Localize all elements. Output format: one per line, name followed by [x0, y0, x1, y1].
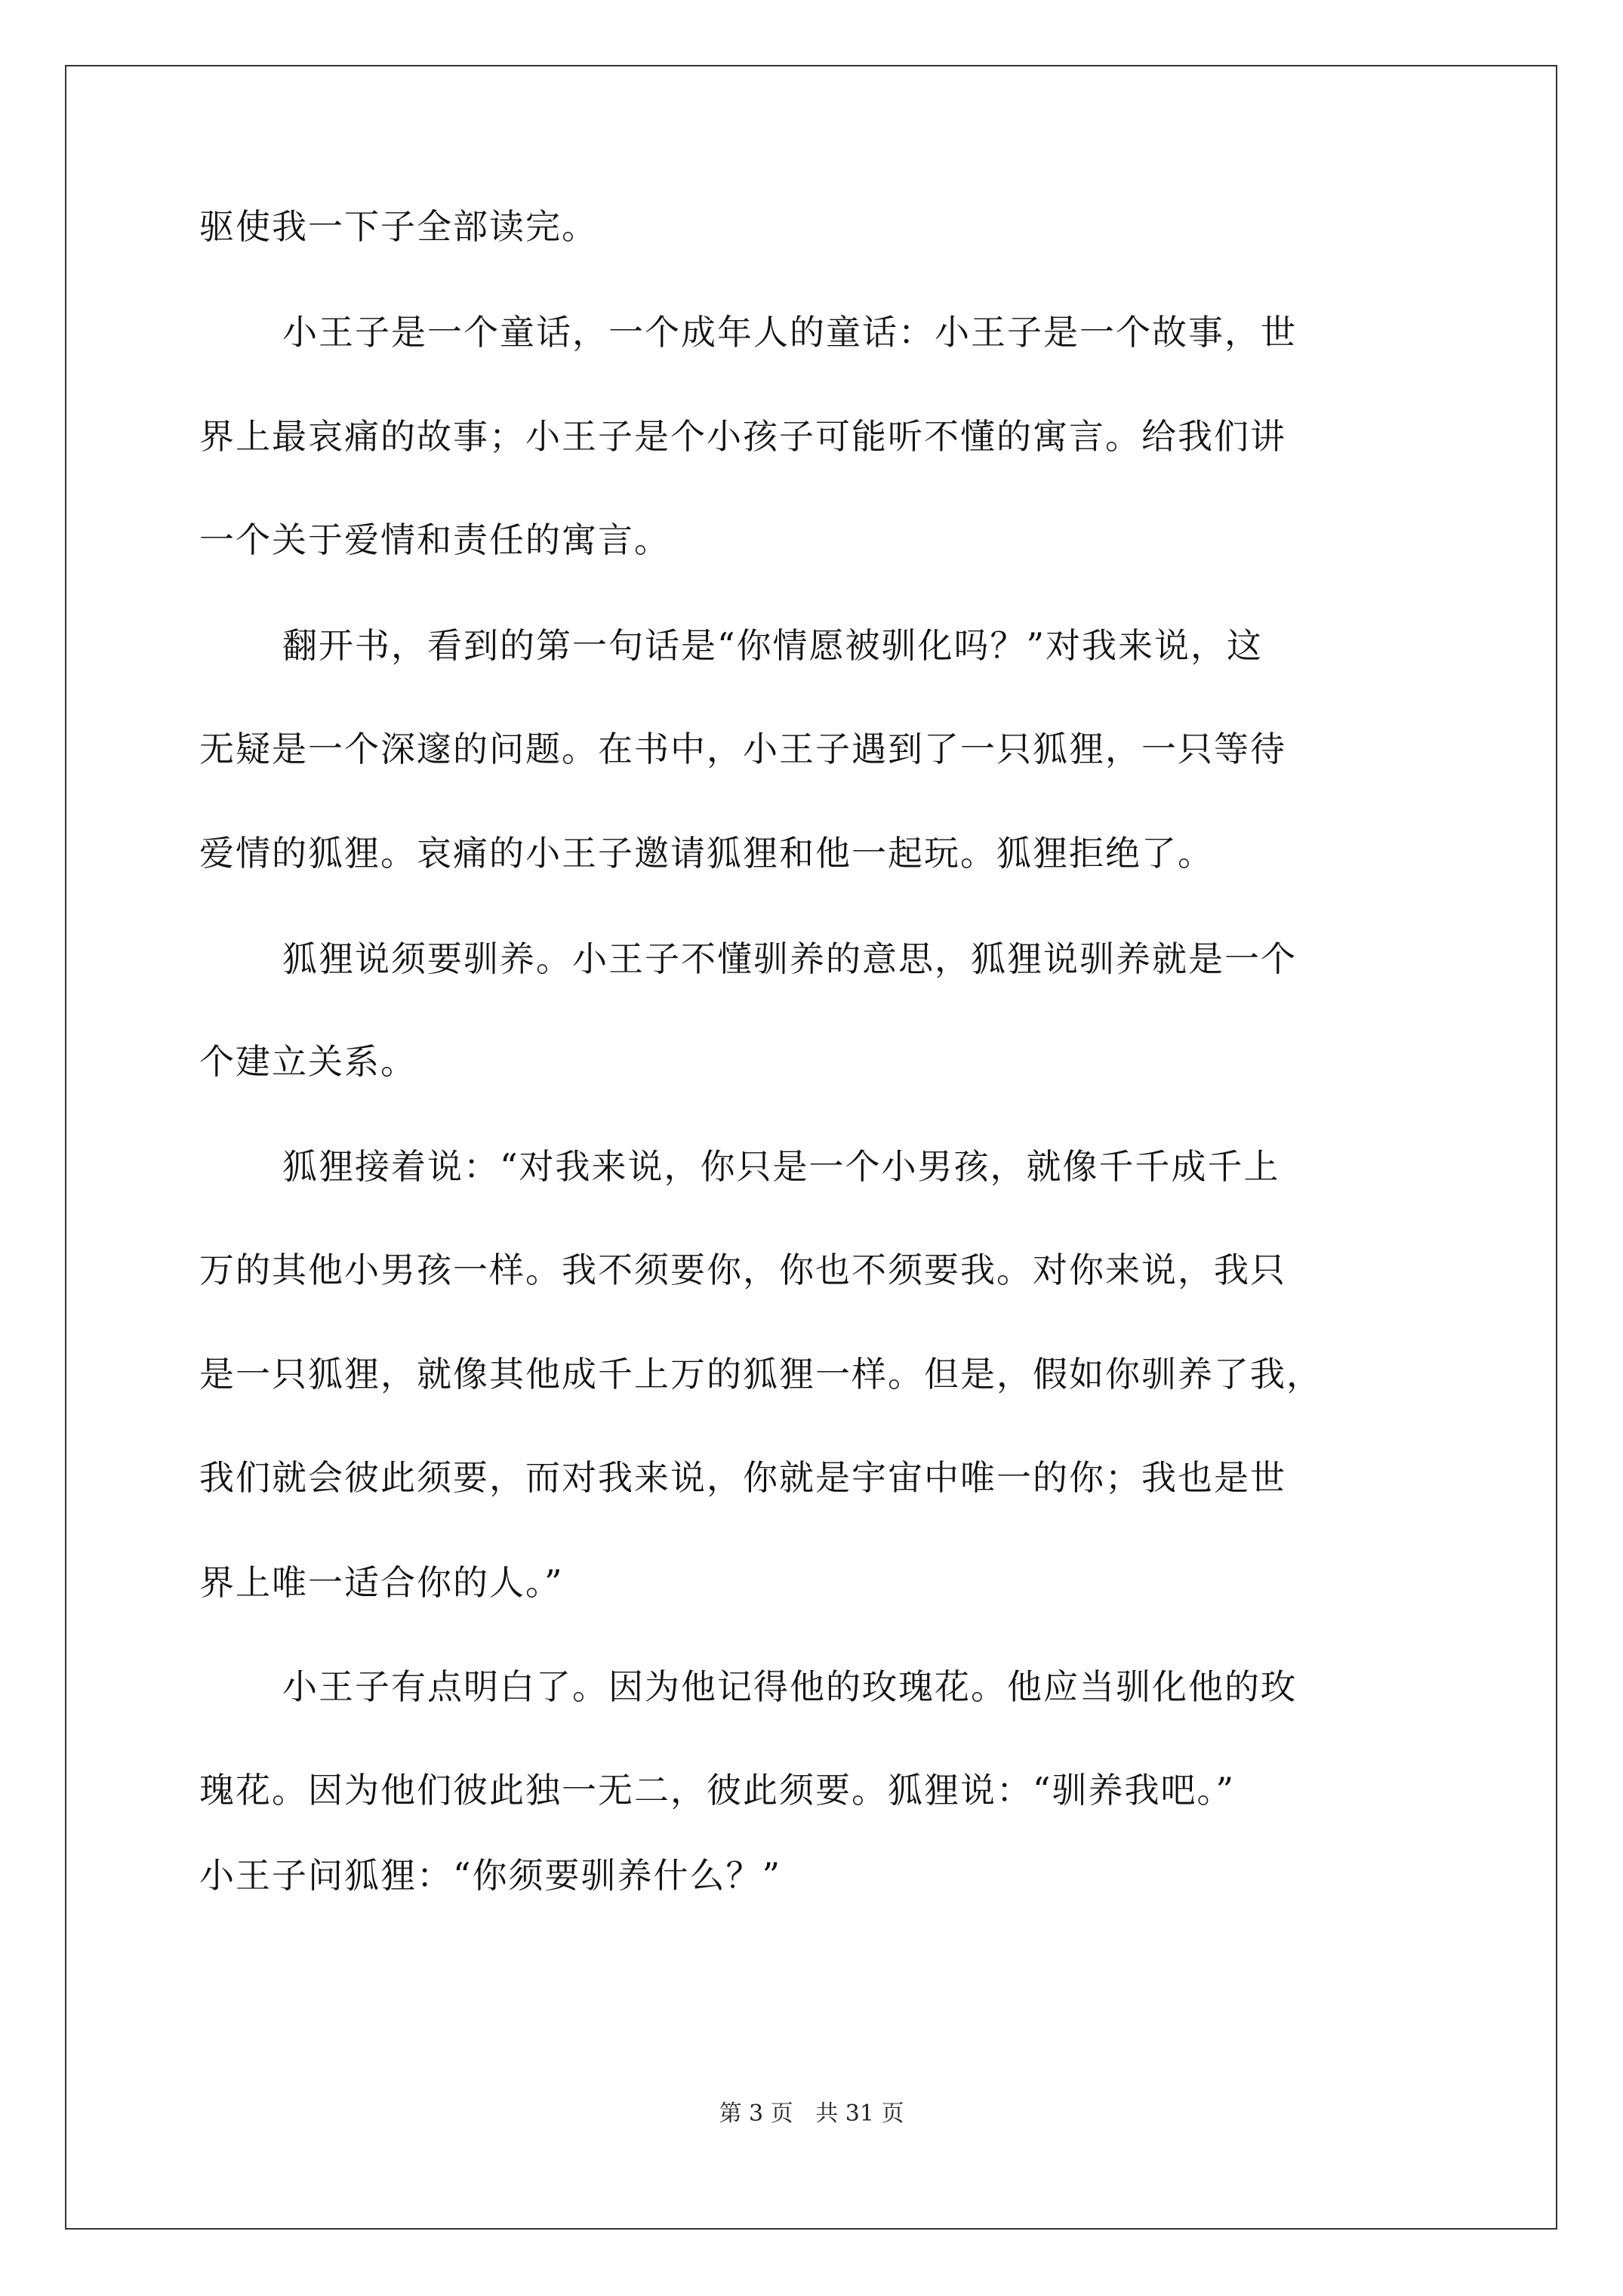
text-line: 小王子是一个童话，一个成年人的童话：小王子是一个故事，世	[282, 312, 1297, 353]
page-number: 第 3 页	[719, 2100, 793, 2127]
page-footer	[0, 2099, 1623, 2129]
text-line: 小王子问狐狸：“你须要驯养什么？”	[199, 1855, 782, 1896]
text-line: 万的其他小男孩一样。我不须要你，你也不须要我。对你来说，我只	[199, 1250, 1286, 1290]
text-line: 个建立关系。	[199, 1041, 417, 1082]
text-line: 我们就会彼此须要，而对我来说，你就是宇宙中唯一的你；我也是世	[199, 1457, 1286, 1498]
text-line: 瑰花。因为他们彼此独一无二，彼此须要。狐狸说：“驯养我吧。”	[199, 1770, 1236, 1811]
text-line: 翻开书，看到的第一句话是“你情愿被驯化吗？”对我来说，这	[282, 625, 1264, 666]
text-line: 狐狸说须要驯养。小王子不懂驯养的意思，狐狸说驯养就是一个	[282, 938, 1297, 979]
text-line: 驱使我一下子全部读完。	[199, 206, 598, 247]
text-line: 一个关于爱情和责任的寓言。	[199, 519, 670, 560]
text-line: 界上唯一适合你的人。”	[199, 1562, 564, 1603]
text-line: 界上最哀痛的故事；小王子是个小孩子可能听不懂的寓言。给我们讲	[199, 416, 1286, 457]
text-line: 是一只狐狸，就像其他成千上万的狐狸一样。但是，假如你驯养了我，	[199, 1354, 1323, 1395]
text-line: 狐狸接着说：“对我来说，你只是一个小男孩，就像千千成千上	[282, 1146, 1280, 1187]
text-line: 小王子有点明白了。因为他记得他的玫瑰花。他应当驯化他的玫	[282, 1666, 1297, 1707]
text-line: 无疑是一个深邃的问题。在书中，小王子遇到了一只狐狸，一只等待	[199, 729, 1286, 769]
page-total: 共 31 页	[815, 2100, 904, 2127]
text-line: 爱情的狐狸。哀痛的小王子邀请狐狸和他一起玩。狐狸拒绝了。	[199, 833, 1214, 874]
